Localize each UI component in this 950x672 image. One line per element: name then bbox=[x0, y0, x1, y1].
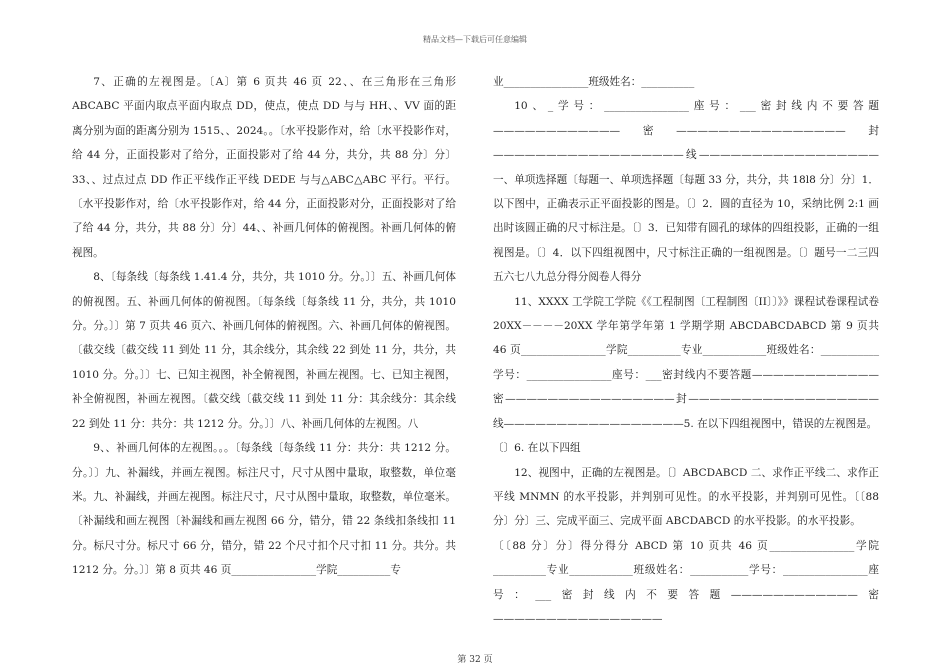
paragraph-q10: 10、_学号：________________座号：___密封线内不要答题————————————密————————————————封——————————————————线—————————————————一、单项选择题〔每题一、单项选择题〔每题 33 分，共分，共 18l8 分〕分〕1．以下图中，正确表示正平面投影的图是。〔〕2．圆的直径为 10，采纳比例 2:1 画出时该圆正确的尺寸标注是。〔〕3．已知带有圆孔的球体的四组投影，正确的一组视图是。〔〕4．以下四组视图中，尺寸标注正确的一组视图是。〔〕题号一二三四五六七八九总分得分阅卷人得分 bbox=[493, 100, 879, 284]
paragraph-q9: 9、、补画几何体的左视图。。。〔每条线〔每条线 11 分：共分：共 1212 分。分。〕〕九、补漏线，并画左视图。标注尺寸，尺寸从图中量取，取整数，单位毫米。九、补漏线，并画左视图。标注尺寸，尺寸从图中量取，取整数，单位毫米。〔补漏线和画左视图〔补漏线和画左视图 66 分，错分，错 22 条线扣条线扣 11 分。标尺寸分。标尺寸 66 分，错分，错 22 个尺寸扣个尺寸扣 11 分。共分。共 1212 分。分。〕〕第 8 页共 46 页________________学院__________专 bbox=[72, 442, 456, 577]
paragraph-q11-tail: 〔〕6. 在以下四组 bbox=[493, 442, 581, 455]
paragraph-continuation: 业________________班级姓名：__________ bbox=[493, 76, 695, 88]
paragraph-q11: 11、XXXX 工学院工学院《《工程制图〔工程制图〔ⅠⅠ〕〕》》课程试卷课程试卷 20XX－－－－20XX 学年第学年第 1 学期学期 ABCDABCDABCD 第 9 页共 46 页________________学院__________专业____________班级姓名：___________学号：________________座号：___密封线内不要答题————————————密————————————————封——————————————————线—————————————————5. 在以下四组视图中，错误的左视图是。 bbox=[493, 295, 879, 430]
left-column bbox=[72, 70, 456, 583]
paragraph-q12: 12、视图中，正确的左视图是。〔〕ABCDABCD 二、求作正平线二、求作正平线 MNMN 的水平投影，并判别可见性。的水平投影，并判别可见性。〔〔88 分〕分〕三、完成平面三、完成平面 ABCDABCD 的水平投影。的水平投影。 bbox=[493, 466, 879, 528]
page-number: 第 32 页 bbox=[457, 655, 493, 665]
paragraph-q7: 7、正确的左视图是。〔A〕第 6 页共 46 页 22、、在三角形在三角形 ABCABC 平面内取点平面内取点 DD，使点，使点 DD 与与 HH、、VV 面的距离分别为面的距离分别为 1515、、2024。。〔水平投影作对，给〔水平投影作对，给 44 分，正面投影对了给分，正面投影对了给 44 分，共分，共 88 分〕分〕33、、过点过点 DD 作正平线作正平线 DEDE 与与△ABC△ABC 平行。平行。〔水平投影作对，给〔水平投影作对，给 44 分，正面投影对分，正面投影对了给了给 44 分，共分，共 88 分〕分〕44、、补画几何体的俯视图。补画几何体的俯视图。 bbox=[72, 76, 456, 259]
paragraph-q12-tail: 〔〔88 分〕分〕得分得分 ABCD 第 10 页共 46 页________________学院__________专业____________班级姓名：___________学号：________________座号：___密封线内不要答题————————————密———————————————— bbox=[493, 539, 879, 625]
right-column bbox=[493, 70, 879, 631]
page-header: 精品文档—下载后可任意编辑 bbox=[423, 35, 527, 44]
paragraph-q8: 8、〔每条线〔每条线 1.41.4 分，共分，共 1010 分。分。〕〕五、补画几何体的俯视图。五、补画几何体的俯视图。〔每条线〔每条线 11 分，共分，共 1010 分。分。〕〕第 7 页共 46 页六、补画几何体的俯视图。六、补画几何体的俯视图。〔截交线〔截交线 11 到处 11 分，其余线分，其余线 22 到处 11 分，共分，共 1010 分。分。〕〕七、已知主视图，补全俯视图，补画左视图。七、已知主视图，补全俯视图，补画左视图。〔截交线〔截交线 11 到处 11 分：其余线分：其余线 22 到处 11 分：共分：共 1212 分。分。〕〕八、补画几何体的左视图。八 bbox=[72, 271, 456, 430]
